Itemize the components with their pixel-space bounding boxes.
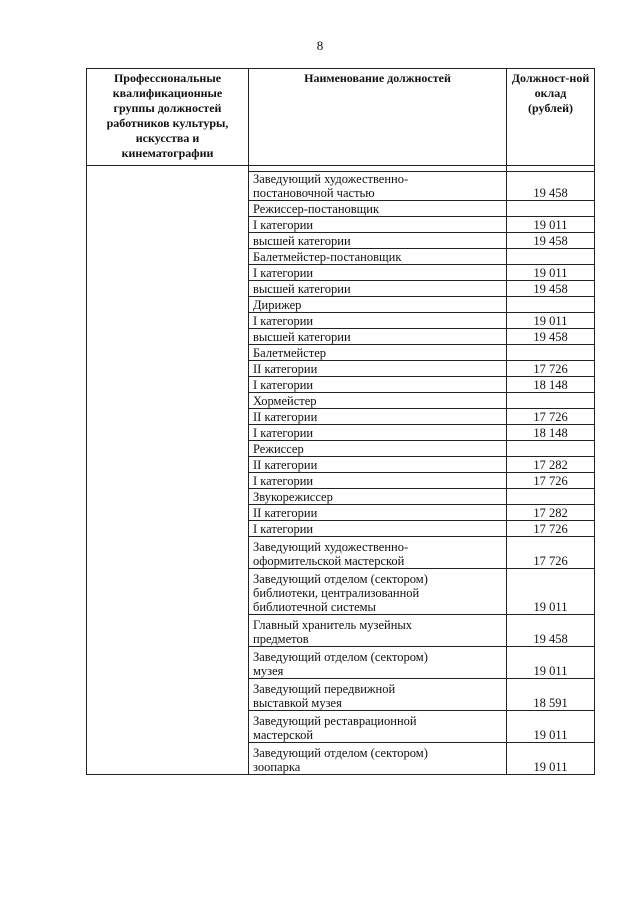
position-name: Заведующий художественно- постановочной частью xyxy=(249,172,507,201)
salary-value: 19 458 xyxy=(507,172,595,201)
position-name: II категории xyxy=(249,361,507,377)
position-name: Дирижер xyxy=(249,297,507,313)
salary-value: 17 726 xyxy=(507,409,595,425)
salary-value xyxy=(507,297,595,313)
position-name: Заведующий художественно- оформительской мастерской xyxy=(249,537,507,569)
salary-value xyxy=(507,441,595,457)
position-name: Заведующий отделом (сектором) музея xyxy=(249,647,507,679)
table-header-row xyxy=(87,69,595,166)
salary-value: 19 458 xyxy=(507,615,595,647)
position-name: II категории xyxy=(249,409,507,425)
salary-value: 19 458 xyxy=(507,233,595,249)
position-name: I категории xyxy=(249,313,507,329)
group-cell xyxy=(87,166,249,775)
salary-value: 18 148 xyxy=(507,377,595,393)
position-name: Хормейстер xyxy=(249,393,507,409)
salary-value: 19 011 xyxy=(507,647,595,679)
position-name: Балетмейстер xyxy=(249,345,507,361)
position-name: I категории xyxy=(249,473,507,489)
salary-value: 19 011 xyxy=(507,743,595,775)
salary-value xyxy=(507,489,595,505)
position-name: Главный хранитель музейных предметов xyxy=(249,615,507,647)
salary-value xyxy=(507,393,595,409)
position-name: Режиссер xyxy=(249,441,507,457)
position-name: Заведующий передвижной выставкой музея xyxy=(249,679,507,711)
salary-value: 18 148 xyxy=(507,425,595,441)
salary-value: 17 726 xyxy=(507,473,595,489)
position-name: Звукорежиссер xyxy=(249,489,507,505)
position-name: Заведующий реставрационной мастерской xyxy=(249,711,507,743)
header-salary: Должност-ной оклад (рублей) xyxy=(507,69,595,166)
salary-value: 17 726 xyxy=(507,537,595,569)
header-position-name: Наименование должностей xyxy=(249,69,507,166)
salary-value: 19 011 xyxy=(507,217,595,233)
position-name: высшей категории xyxy=(249,281,507,297)
page-number: 8 xyxy=(316,38,324,53)
table-body xyxy=(87,166,595,775)
position-name: I категории xyxy=(249,217,507,233)
salary-value: 19 011 xyxy=(507,265,595,281)
salary-value xyxy=(507,201,595,217)
position-name: Заведующий отделом (сектором) зоопарка xyxy=(249,743,507,775)
salary-value xyxy=(507,345,595,361)
salary-value xyxy=(507,249,595,265)
salary-value: 19 458 xyxy=(507,281,595,297)
salary-value: 19 458 xyxy=(507,329,595,345)
position-name: I категории xyxy=(249,377,507,393)
header-group: Профессиональные квалификационные группы должностей работников культуры, искусства и кинематографии xyxy=(87,69,249,166)
salary-value: 17 726 xyxy=(507,361,595,377)
position-name: высшей категории xyxy=(249,329,507,345)
salary-value: 18 591 xyxy=(507,679,595,711)
salary-value: 17 282 xyxy=(507,505,595,521)
position-name: Режиссер-постановщик xyxy=(249,201,507,217)
salary-value: 19 011 xyxy=(507,569,595,615)
position-name: Заведующий отделом (сектором) библиотеки, централизованной библиотечной системы xyxy=(249,569,507,615)
salary-value: 17 726 xyxy=(507,521,595,537)
position-name: Балетмейстер-постановщик xyxy=(249,249,507,265)
salary-value: 19 011 xyxy=(507,711,595,743)
position-name: I категории xyxy=(249,521,507,537)
salary-table xyxy=(86,68,595,775)
position-name: II категории xyxy=(249,457,507,473)
position-name: II категории xyxy=(249,505,507,521)
position-name: I категории xyxy=(249,265,507,281)
salary-value: 17 282 xyxy=(507,457,595,473)
position-name: I категории xyxy=(249,425,507,441)
position-name: высшей категории xyxy=(249,233,507,249)
salary-value: 19 011 xyxy=(507,313,595,329)
